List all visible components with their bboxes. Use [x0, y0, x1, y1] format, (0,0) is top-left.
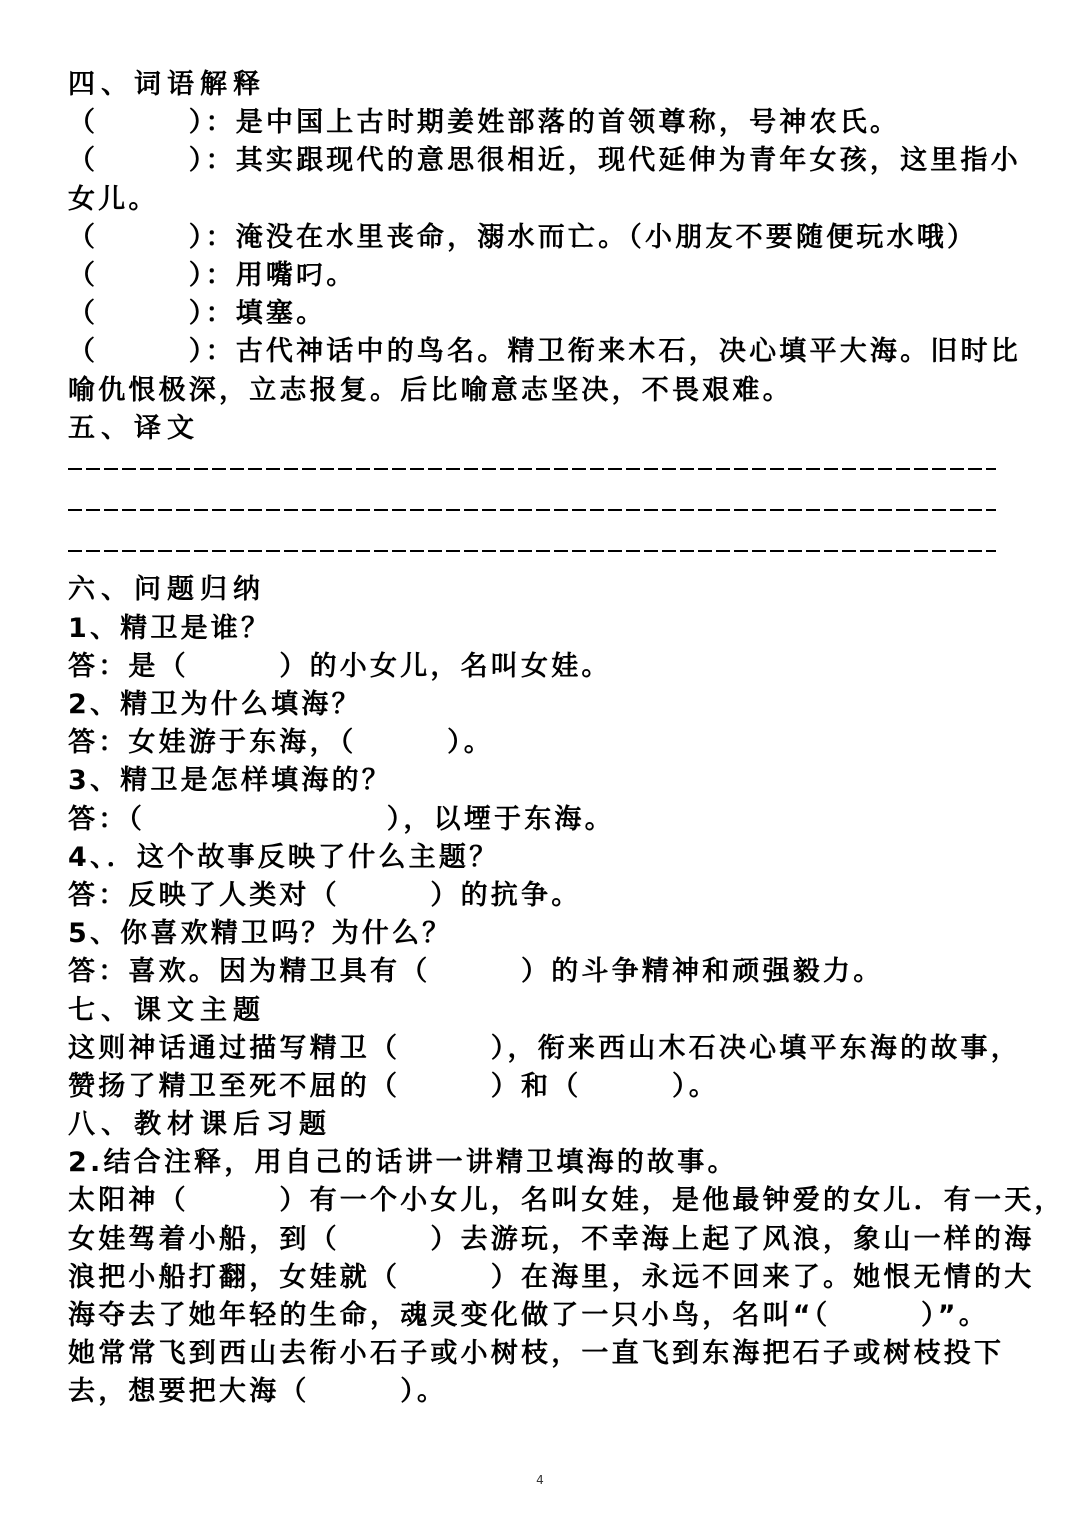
word-explanation-item-continuation: 女儿。 [68, 183, 159, 215]
translation-answer-line [68, 530, 1028, 571]
word-explanation-item: （ ）：淹没在水里丧命，溺水而亡。（小朋友不要随便玩水哦） [68, 221, 978, 253]
theme-line: 这则神话通过描写精卫（ ），衔来西山木石决心填平东海的故事， [68, 1032, 1021, 1064]
question-line: 2、精卫为什么填海？ [68, 689, 362, 720]
section-heading-word-explanation: 四、词语解释 [68, 69, 266, 100]
story-line: 浪把小船打翻，女娃就（ ）在海里，永远不回来了。她恨无情的大 [68, 1261, 1035, 1293]
word-explanation-item-continuation: 喻仇恨极深，立志报复。后比喻意志坚决，不畏艰难。 [68, 374, 793, 406]
question-line: 5、你喜欢精卫吗？为什么？ [68, 918, 453, 950]
story-line: 太阳神（ ）有一个小女儿，名叫女娃，是他最钟爱的女儿．有一天， [68, 1185, 1065, 1217]
section-heading-textbook-exercises: 八、教材课后习题 [68, 1109, 332, 1141]
word-explanation-item: （ ）：是中国上古时期姜姓部落的首领尊称，号神农氏。 [68, 107, 901, 139]
theme-line: 赞扬了精卫至死不屈的（ ）和（ ）。 [68, 1070, 719, 1102]
story-line: 女娃驾着小船，到（ ）去游玩，不幸海上起了风浪，象山一样的海 [68, 1223, 1035, 1255]
word-explanation-item: （ ）：用嘴叼。 [68, 259, 357, 291]
translation-answer-line [68, 448, 1028, 489]
question-line: 4、．这个故事反映了什么主题？ [68, 841, 500, 873]
answer-line: 答：（ ），以堙于东海。 [68, 803, 615, 835]
question-line: 1、精卫是谁？ [68, 612, 272, 644]
word-explanation-item: （ ）：填塞。 [68, 298, 327, 330]
section-heading-text-theme: 七、课文主题 [68, 994, 266, 1026]
answer-line: 答：反映了人类对（ ）的抗争。 [68, 879, 582, 911]
answer-line: 答：喜欢。因为精卫具有（ ）的斗争精神和顽强毅力。 [68, 956, 884, 988]
exercise-prompt: 2.结合注释，用自己的话讲一讲精卫填海的故事。 [68, 1147, 738, 1179]
question-line: 3、精卫是怎样填海的？ [68, 765, 392, 797]
page-number: 4 [536, 1473, 544, 1487]
word-explanation-item: （ ）：其实跟现代的意思很相近，现代延伸为青年女孩，这里指小 [68, 145, 1021, 177]
translation-answer-line [68, 489, 1028, 530]
story-line: 去，想要把大海（ ）。 [68, 1376, 448, 1408]
worksheet-content [68, 66, 1065, 1412]
answer-line: 答：女娃游于东海，（ ）。 [68, 727, 494, 759]
section-heading-question-summary: 六、问题归纳 [68, 574, 266, 606]
section-heading-translation: 五、译文 [68, 412, 200, 444]
story-line: 她常常飞到西山去衔小石子或小树枝，一直飞到东海把石子或树枝投下 [68, 1338, 1005, 1370]
word-explanation-item: （ ）：古代神话中的鸟名。精卫衔来木石，决心填平大海。旧时比 [68, 336, 1021, 368]
answer-line: 答：是（ ）的小女儿，名叫女娃。 [68, 650, 612, 682]
story-line: 海夺去了她年轻的生命，魂灵变化做了一只小鸟，名叫“（ ）”。 [68, 1300, 989, 1331]
